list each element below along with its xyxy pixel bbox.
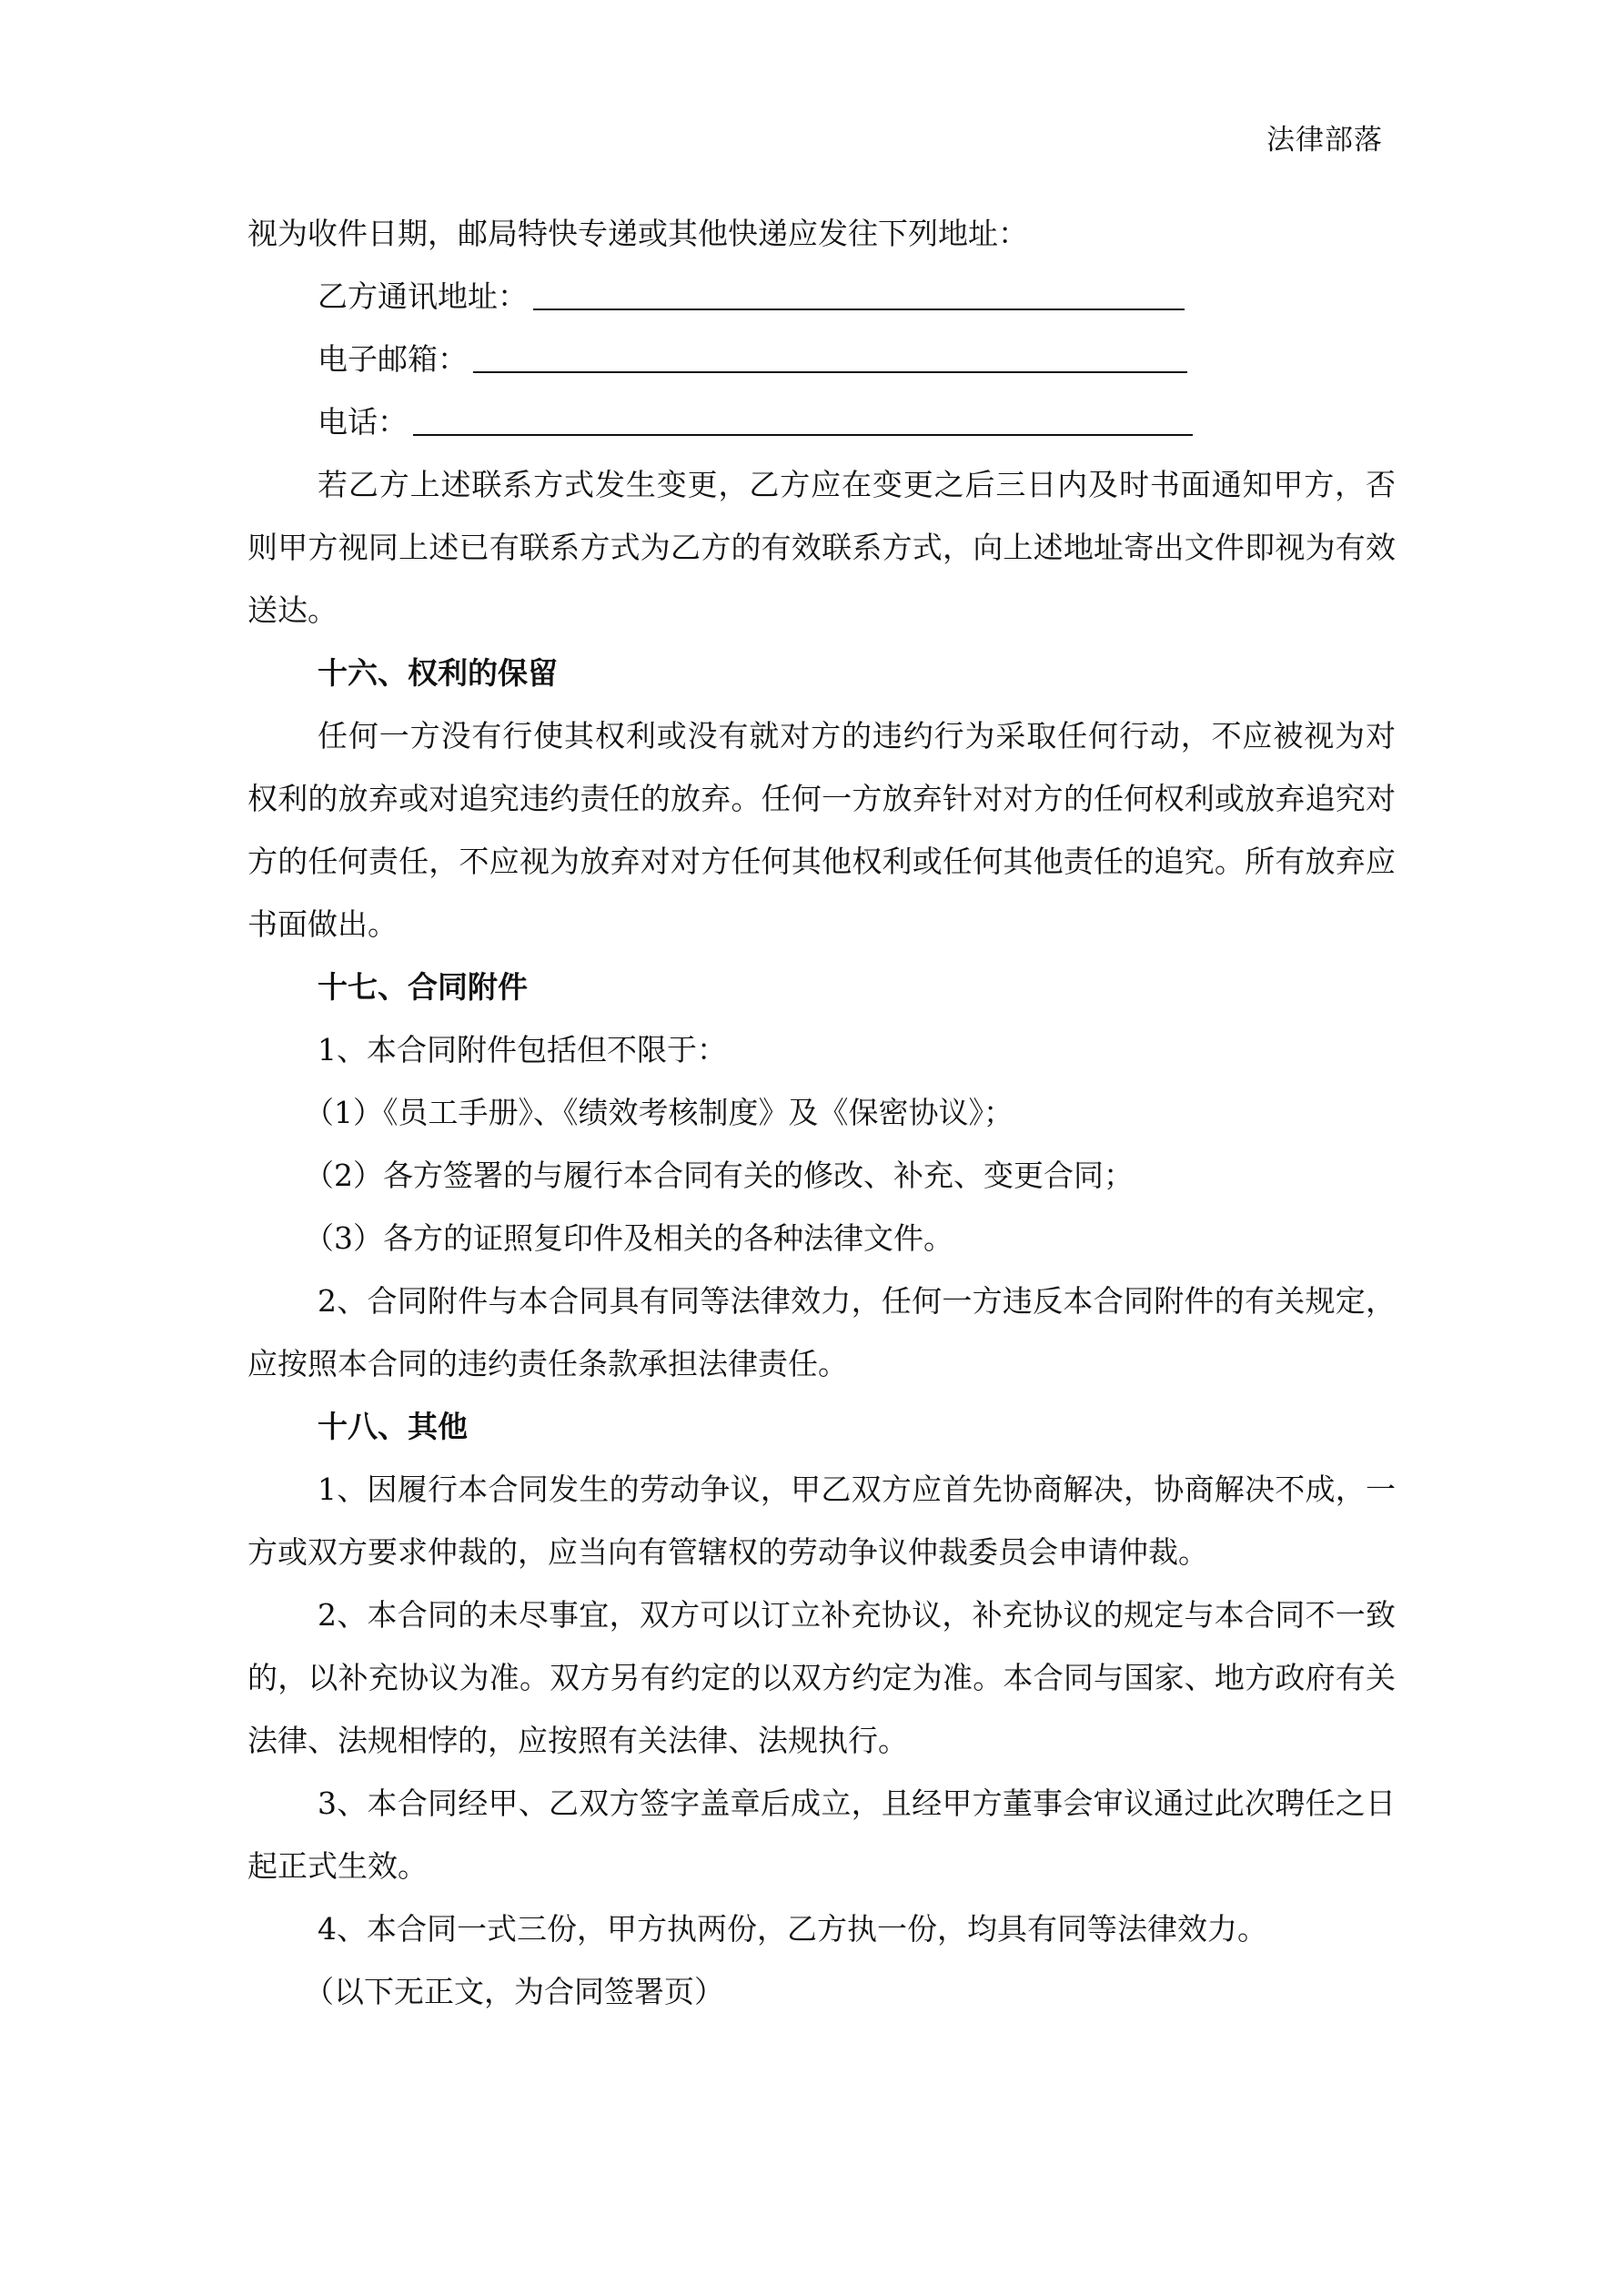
section-16-paragraph: 任何一方没有行使其权利或没有就对方的违约行为采取任何行动，不应被视为对权利的放弃或对追究违约责任的放弃。任何一方放弃针对对方的任何权利或放弃追究对方的任何责任，不应视为放弃对对方任何其他权利或任何其他责任的追究。所有放弃应书面做出。 <box>247 718 1396 942</box>
section-17-item-2: （2）各方签署的与履行本合同有关的修改、补充、变更合同； <box>304 1158 1134 1193</box>
section-17-paragraph-1: 1、本合同附件包括但不限于： <box>318 1032 727 1067</box>
section-17-heading: 十七、合同附件 <box>318 969 528 1005</box>
section-17-item-3: （3）各方的证照复印件及相关的各种法律文件。 <box>304 1220 953 1256</box>
section-17-paragraph-2: 2、合同附件与本合同具有同等法律效力，任何一方违反本合同附件的有关规定，应按照本合同的违约责任条款承担法律责任。 <box>247 1283 1396 1381</box>
section-18-paragraph-4: 4、本合同一式三份，甲方执两份，乙方执一份，均具有同等法律效力。 <box>318 1911 1267 1947</box>
section-16-heading: 十六、权利的保留 <box>318 655 558 691</box>
page-header-brand: 法律部落 <box>1266 124 1383 157</box>
end-note: （以下无正文，为合同签署页） <box>304 1974 724 2009</box>
address-field <box>247 265 1227 328</box>
email-field <box>247 328 1227 390</box>
section-18-paragraph-1: 1、因履行本合同发生的劳动争议，甲乙双方应首先协商解决，协商解决不成，一方或双方要求仲裁的，应当向有管辖权的劳动争议仲裁委员会申请仲裁。 <box>247 1472 1396 1570</box>
section-18-paragraph-3: 3、本合同经甲、乙双方签字盖章后成立，且经甲方董事会审议通过此次聘任之日起正式生效。 <box>247 1785 1396 1884</box>
section-17-item-1: （1）《员工手册》、《绩效考核制度》及《保密协议》； <box>304 1095 1014 1130</box>
address-field-label: 乙方通讯地址： <box>318 278 528 314</box>
section-18-heading: 十八、其他 <box>318 1409 468 1444</box>
document-body <box>247 202 1396 2023</box>
phone-field <box>247 390 1227 453</box>
address-blank-line <box>533 308 1185 310</box>
phone-blank-line <box>413 434 1193 436</box>
email-field-label: 电子邮箱： <box>318 341 468 377</box>
section-18-paragraph-2: 2、本合同的未尽事宜，双方可以订立补充协议，补充协议的规定与本合同不一致的，以补充协议为准。双方另有约定的以双方约定为准。本合同与国家、地方政府有关法律、法规相悖的，应按照有关法律、法规执行。 <box>247 1597 1396 1758</box>
phone-field-label: 电话： <box>318 404 408 440</box>
email-blank-line <box>473 371 1187 373</box>
paragraph-change-notice: 若乙方上述联系方式发生变更，乙方应在变更之后三日内及时书面通知甲方，否则甲方视同上述已有联系方式为乙方的有效联系方式，向上述地址寄出文件即视为有效送达。 <box>247 467 1396 628</box>
paragraph-continued: 视为收件日期，邮局特快专递或其他快递应发往下列地址： <box>247 216 1028 251</box>
